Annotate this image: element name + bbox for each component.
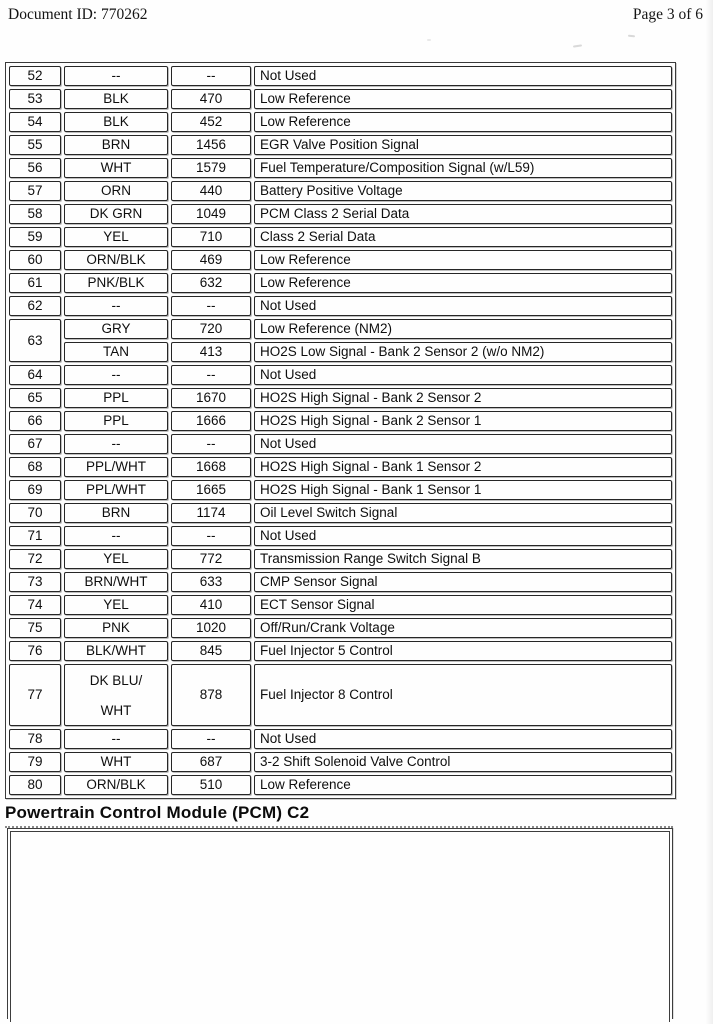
circuit-number-cell: -- bbox=[171, 526, 251, 546]
table-row bbox=[9, 89, 672, 109]
circuit-number-cell: 633 bbox=[171, 572, 251, 592]
wire-color-cell: -- bbox=[64, 434, 168, 454]
scan-artifact bbox=[427, 39, 431, 41]
pin-cell: 57 bbox=[9, 181, 61, 201]
function-cell: Off/Run/Crank Voltage bbox=[254, 618, 672, 638]
table-row bbox=[9, 595, 672, 615]
wire-color-cell bbox=[64, 664, 168, 726]
circuit-number-cell: -- bbox=[171, 296, 251, 316]
function-cell: CMP Sensor Signal bbox=[254, 572, 672, 592]
wire-color-cell: PPL bbox=[64, 411, 168, 431]
circuit-number-cell: 720 bbox=[171, 319, 251, 339]
wire-color-cell: TAN bbox=[64, 342, 168, 362]
circuit-number-cell: 440 bbox=[171, 181, 251, 201]
scan-artifact bbox=[628, 35, 635, 38]
table-row bbox=[9, 296, 672, 316]
pin-cell: 56 bbox=[9, 158, 61, 178]
table-row bbox=[9, 319, 672, 339]
wire-color-cell: PPL/WHT bbox=[64, 457, 168, 477]
pin-cell: 75 bbox=[9, 618, 61, 638]
wire-color-cell: GRY bbox=[64, 319, 168, 339]
circuit-number-cell: 1174 bbox=[171, 503, 251, 523]
function-cell: Oil Level Switch Signal bbox=[254, 503, 672, 523]
pin-cell: 58 bbox=[9, 204, 61, 224]
circuit-number-cell: 452 bbox=[171, 112, 251, 132]
function-cell: HO2S High Signal - Bank 1 Sensor 2 bbox=[254, 457, 672, 477]
table-row bbox=[9, 204, 672, 224]
wire-color-cell: ORN/BLK bbox=[64, 250, 168, 270]
table-row bbox=[9, 752, 672, 772]
pin-cell: 68 bbox=[9, 457, 61, 477]
function-cell: ECT Sensor Signal bbox=[254, 595, 672, 615]
pin-cell: 60 bbox=[9, 250, 61, 270]
pcm-c2-connector-box-inner bbox=[10, 831, 670, 1022]
circuit-number-cell: -- bbox=[171, 365, 251, 385]
function-cell: Battery Positive Voltage bbox=[254, 181, 672, 201]
wire-color-cell: YEL bbox=[64, 227, 168, 247]
circuit-number-cell: 1456 bbox=[171, 135, 251, 155]
pin-cell: 52 bbox=[9, 66, 61, 86]
wire-color-cell: -- bbox=[64, 729, 168, 749]
pin-cell: 66 bbox=[9, 411, 61, 431]
table-row bbox=[9, 775, 672, 795]
table-row bbox=[9, 227, 672, 247]
wire-color-cell: -- bbox=[64, 526, 168, 546]
function-cell: Not Used bbox=[254, 526, 672, 546]
function-cell: PCM Class 2 Serial Data bbox=[254, 204, 672, 224]
table-row bbox=[9, 664, 672, 726]
function-cell: Not Used bbox=[254, 729, 672, 749]
function-cell: Fuel Temperature/Composition Signal (w/L59) bbox=[254, 158, 672, 178]
wire-color-cell: DK GRN bbox=[64, 204, 168, 224]
wire-color-cell: YEL bbox=[64, 549, 168, 569]
circuit-number-cell: 1668 bbox=[171, 457, 251, 477]
pin-cell: 73 bbox=[9, 572, 61, 592]
circuit-number-cell: -- bbox=[171, 729, 251, 749]
pin-cell: 74 bbox=[9, 595, 61, 615]
circuit-number-cell: 469 bbox=[171, 250, 251, 270]
circuit-number-cell: 632 bbox=[171, 273, 251, 293]
function-cell: Low Reference bbox=[254, 775, 672, 795]
pin-table-body bbox=[9, 66, 672, 795]
circuit-number-cell: 1579 bbox=[171, 158, 251, 178]
wire-color-cell: -- bbox=[64, 365, 168, 385]
wire-color-cell: YEL bbox=[64, 595, 168, 615]
function-cell: HO2S High Signal - Bank 2 Sensor 2 bbox=[254, 388, 672, 408]
function-cell: Not Used bbox=[254, 434, 672, 454]
pin-cell: 72 bbox=[9, 549, 61, 569]
pin-cell: 59 bbox=[9, 227, 61, 247]
wire-color-cell: PNK/BLK bbox=[64, 273, 168, 293]
wire-color-cell: WHT bbox=[64, 158, 168, 178]
function-cell: HO2S High Signal - Bank 1 Sensor 1 bbox=[254, 480, 672, 500]
function-cell: Low Reference bbox=[254, 89, 672, 109]
table-row bbox=[9, 526, 672, 546]
table-row bbox=[9, 66, 672, 86]
pin-cell: 80 bbox=[9, 775, 61, 795]
wire-color-multiline: DK BLU/ WHT bbox=[89, 672, 143, 718]
pin-cell: 65 bbox=[9, 388, 61, 408]
circuit-number-cell: 1049 bbox=[171, 204, 251, 224]
pin-cell: 77 bbox=[9, 664, 61, 726]
circuit-number-cell: 1020 bbox=[171, 618, 251, 638]
pin-cell: 62 bbox=[9, 296, 61, 316]
pin-cell: 64 bbox=[9, 365, 61, 385]
document-header bbox=[8, 6, 703, 24]
circuit-number-cell: 710 bbox=[171, 227, 251, 247]
circuit-number-cell: 845 bbox=[171, 641, 251, 661]
wire-color-cell: BRN bbox=[64, 503, 168, 523]
circuit-number-cell: -- bbox=[171, 66, 251, 86]
page-number-label: Page 3 of 6 bbox=[632, 6, 703, 23]
table-row bbox=[9, 273, 672, 293]
function-cell: Transmission Range Switch Signal B bbox=[254, 549, 672, 569]
pin-cell: 70 bbox=[9, 503, 61, 523]
circuit-number-cell: 470 bbox=[171, 89, 251, 109]
table-row bbox=[9, 457, 672, 477]
pin-cell: 78 bbox=[9, 729, 61, 749]
pin-cell: 61 bbox=[9, 273, 61, 293]
table-row bbox=[9, 158, 672, 178]
pin-cell: 55 bbox=[9, 135, 61, 155]
wire-color-cell: PPL bbox=[64, 388, 168, 408]
function-cell: Low Reference (NM2) bbox=[254, 319, 672, 339]
table-row bbox=[9, 181, 672, 201]
document-id-label: Document ID: 770262 bbox=[8, 6, 148, 23]
circuit-number-cell: 1666 bbox=[171, 411, 251, 431]
circuit-number-cell: 878 bbox=[171, 664, 251, 726]
table-row bbox=[9, 572, 672, 592]
table-row bbox=[9, 112, 672, 132]
function-cell: EGR Valve Position Signal bbox=[254, 135, 672, 155]
pin-cell: 67 bbox=[9, 434, 61, 454]
table-row bbox=[9, 618, 672, 638]
function-cell: Not Used bbox=[254, 296, 672, 316]
function-cell: Low Reference bbox=[254, 112, 672, 132]
pin-cell: 76 bbox=[9, 641, 61, 661]
function-cell: Low Reference bbox=[254, 273, 672, 293]
pin-cell: 53 bbox=[9, 89, 61, 109]
table-row bbox=[9, 549, 672, 569]
wire-color-cell: WHT bbox=[64, 752, 168, 772]
function-cell: Not Used bbox=[254, 365, 672, 385]
pcm-c2-connector-box bbox=[7, 828, 673, 1019]
pin-cell: 79 bbox=[9, 752, 61, 772]
table-row bbox=[9, 365, 672, 385]
table-row bbox=[9, 434, 672, 454]
function-cell: 3-2 Shift Solenoid Valve Control bbox=[254, 752, 672, 772]
table-row bbox=[9, 388, 672, 408]
wire-color-cell: PPL/WHT bbox=[64, 480, 168, 500]
table-row bbox=[9, 135, 672, 155]
pin-cell: 63 bbox=[9, 319, 61, 362]
function-cell: Not Used bbox=[254, 66, 672, 86]
function-cell: HO2S Low Signal - Bank 2 Sensor 2 (w/o NM2) bbox=[254, 342, 672, 362]
circuit-number-cell: 1665 bbox=[171, 480, 251, 500]
wire-color-cell: BLK bbox=[64, 89, 168, 109]
section-heading: Powertrain Control Module (PCM) C2 bbox=[5, 803, 673, 828]
table-row bbox=[9, 729, 672, 749]
circuit-number-cell: 510 bbox=[171, 775, 251, 795]
table-row bbox=[9, 480, 672, 500]
function-cell: Fuel Injector 5 Control bbox=[254, 641, 672, 661]
wire-color-cell: BRN/WHT bbox=[64, 572, 168, 592]
function-cell: HO2S High Signal - Bank 2 Sensor 1 bbox=[254, 411, 672, 431]
wire-color-cell: BRN bbox=[64, 135, 168, 155]
table-row bbox=[9, 250, 672, 270]
table-row bbox=[9, 342, 672, 362]
table-row bbox=[9, 411, 672, 431]
pin-cell: 71 bbox=[9, 526, 61, 546]
table-row bbox=[9, 641, 672, 661]
circuit-number-cell: 772 bbox=[171, 549, 251, 569]
scan-artifact bbox=[573, 44, 582, 47]
pin-cell: 54 bbox=[9, 112, 61, 132]
function-cell: Fuel Injector 8 Control bbox=[254, 664, 672, 726]
wire-color-cell: ORN bbox=[64, 181, 168, 201]
wire-color-cell: BLK bbox=[64, 112, 168, 132]
circuit-number-cell: 413 bbox=[171, 342, 251, 362]
pin-cell: 69 bbox=[9, 480, 61, 500]
pcm-c1-pinout-table bbox=[5, 62, 676, 799]
wire-color-cell: -- bbox=[64, 66, 168, 86]
wire-color-cell: ORN/BLK bbox=[64, 775, 168, 795]
function-cell: Low Reference bbox=[254, 250, 672, 270]
circuit-number-cell: 410 bbox=[171, 595, 251, 615]
circuit-number-cell: 687 bbox=[171, 752, 251, 772]
wire-color-cell: PNK bbox=[64, 618, 168, 638]
table-row bbox=[9, 503, 672, 523]
circuit-number-cell: -- bbox=[171, 434, 251, 454]
function-cell: Class 2 Serial Data bbox=[254, 227, 672, 247]
circuit-number-cell: 1670 bbox=[171, 388, 251, 408]
wire-color-cell: -- bbox=[64, 296, 168, 316]
wire-color-cell: BLK/WHT bbox=[64, 641, 168, 661]
